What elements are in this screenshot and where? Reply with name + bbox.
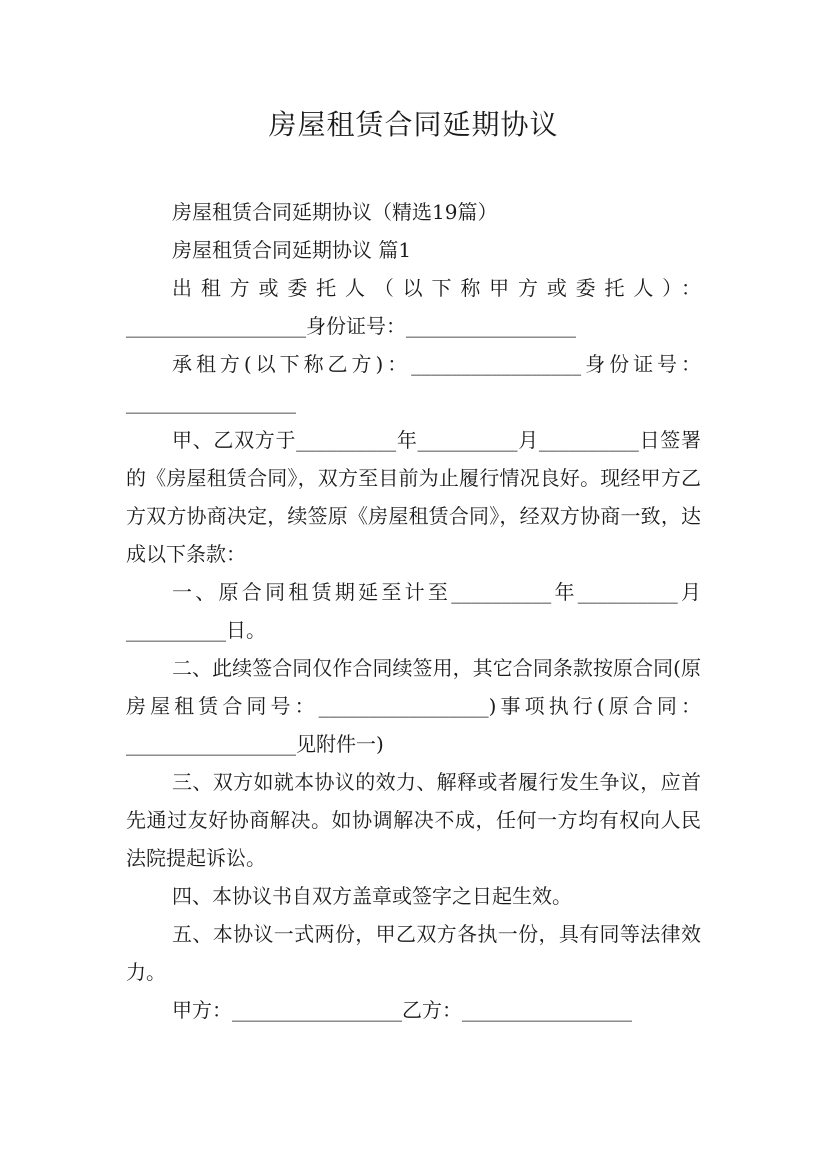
lessee-line: 承租方(以下称乙方)：_________________身份证号： — [172, 352, 701, 376]
clause-3: 三、双方如就本协议的效力、解释或者履行发生争议，应首先通过友好协商解决。如协调解决不成，任何一方均有权向人民法院提起诉讼。 — [126, 770, 701, 870]
signature-line: 甲方：_________________乙方：_________________ — [172, 998, 632, 1022]
subtitle: 房屋租赁合同延期协议（精选19篇） — [172, 200, 498, 224]
clause-5: 五、本协议一式两份，甲乙双方各执一份，具有同等法律效力。 — [126, 922, 701, 984]
clause-1: 一、原合同租赁期延至计至__________年__________月__________日。 — [126, 580, 701, 642]
document-title: 房屋租赁合同延期协议 — [268, 108, 559, 141]
paragraph-preamble: 甲、乙双方于__________年__________月__________日签署的《房屋租赁合同》，双方至目前为止履行情况良好。现经甲方乙方双方协商决定，续签原《房屋租赁合同》，经双方协商一致，达成以下条款： — [126, 428, 701, 566]
lessee-id-line: _________________ — [126, 390, 296, 414]
lessor-line: 出租方或委托人（以下称甲方或委托人）： — [172, 276, 701, 300]
section-heading: 房屋租赁合同延期协议 篇1 — [172, 238, 412, 262]
clause-2: 二、此续签合同仅作合同续签用，其它合同条款按原合同(原房屋租赁合同号：_________________)事项执行(原合同：_________________见附件一) — [126, 656, 701, 756]
clause-4: 四、本协议书自双方盖章或签字之日起生效。 — [172, 884, 572, 908]
document-body — [126, 193, 701, 1029]
lessor-id-line: __________________身份证号：_________________ — [126, 314, 576, 338]
